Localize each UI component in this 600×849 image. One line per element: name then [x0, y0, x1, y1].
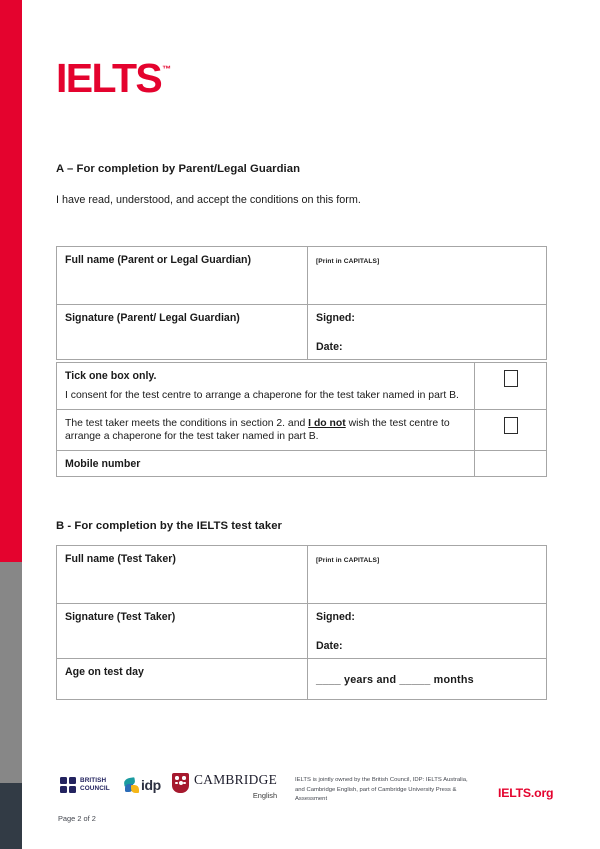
- taker-fullname-input-cell[interactable]: [308, 546, 547, 604]
- table-row: [57, 546, 547, 604]
- cambridge-shield-icon: [172, 773, 189, 793]
- trademark-icon: ™: [162, 63, 172, 74]
- consent-option-2-text-after: wish the test centre to arrange a chaperone for the test taker named in part B.: [65, 417, 450, 443]
- section-a-intro-text: I have read, understood, and accept the conditions on this form.: [56, 194, 361, 206]
- consent-options-table: [56, 362, 547, 477]
- british-council-dots-icon: [60, 777, 76, 793]
- guardian-signature-input-cell[interactable]: [308, 305, 547, 360]
- ownership-legal-text: IELTS is jointly owned by the British Council, IDP: IELTS Australia, and Cambridge English, part of Cambridge University Press & Assessment: [295, 777, 468, 803]
- consent-option-1-checkbox[interactable]: [504, 370, 518, 387]
- table-row: [57, 305, 547, 360]
- consent-option-2-emphasis: I do not: [308, 417, 346, 429]
- guardian-fullname-label-cell: [57, 247, 308, 305]
- table-row: [57, 247, 547, 305]
- table-row: [57, 604, 547, 659]
- guardian-fullname-label: Full name (Parent or Legal Guardian): [65, 254, 252, 266]
- consent-option-2-text-before: The test taker meets the conditions in section 2. and: [65, 417, 309, 429]
- taker-date-label: Date:: [316, 640, 343, 652]
- british-council-line-2: COUNCIL: [80, 785, 110, 792]
- taker-signature-input-cell[interactable]: [308, 604, 547, 659]
- tick-one-box-instruction: Tick one box only.: [65, 370, 157, 382]
- ielts-logo-wordmark: IELTS: [56, 55, 162, 101]
- table-row: [57, 409, 547, 450]
- taker-fullname-label: Full name (Test Taker): [65, 553, 176, 565]
- british-council-wordmark: [80, 777, 110, 792]
- table-row: [57, 659, 547, 700]
- age-on-test-day-label: Age on test day: [65, 666, 144, 678]
- consent-option-1-text-cell: [57, 363, 475, 410]
- british-council-line-1: BRITISH: [80, 777, 107, 785]
- cambridge-wordmark: CAMBRIDGE: [194, 772, 278, 787]
- consent-option-1-checkbox-cell[interactable]: [475, 363, 547, 410]
- mobile-number-input-cell[interactable]: [475, 451, 547, 477]
- guardian-details-table: [56, 246, 547, 360]
- idp-swoosh-icon: [124, 778, 139, 793]
- page-number-label: Page 2 of 2: [58, 814, 96, 823]
- edge-bar-dark-segment: [0, 783, 22, 849]
- guardian-date-label: Date:: [316, 341, 343, 353]
- idp-wordmark: idp: [141, 777, 161, 793]
- print-in-capitals-hint: [Print in CAPITALS]: [316, 557, 380, 564]
- british-council-logo: [60, 777, 110, 793]
- table-row: [57, 363, 547, 410]
- page-body: [22, 0, 600, 849]
- mobile-number-label: Mobile number: [65, 458, 141, 471]
- consent-option-2-text-cell: [57, 409, 475, 450]
- test-taker-details-table: [56, 545, 547, 700]
- guardian-fullname-input-cell[interactable]: [308, 247, 547, 305]
- consent-option-2-text: [65, 418, 450, 443]
- age-on-test-day-label-cell: [57, 659, 308, 700]
- ielts-logo: [56, 55, 172, 101]
- section-a-heading: A – For completion by Parent/Legal Guardian: [56, 163, 301, 175]
- taker-signed-label: Signed:: [316, 611, 355, 623]
- left-colour-bar: [0, 0, 22, 849]
- guardian-signature-label: Signature (Parent/ Legal Guardian): [65, 312, 240, 324]
- mobile-number-label-cell: [57, 451, 475, 477]
- taker-signature-label: Signature (Test Taker): [65, 611, 176, 623]
- guardian-signature-label-cell: [57, 305, 308, 360]
- idp-logo: [124, 777, 161, 793]
- table-row: [57, 451, 547, 477]
- section-b-heading: B - For completion by the IELTS test taker: [56, 520, 282, 532]
- cambridge-subtitle: English: [252, 791, 278, 801]
- ielts-website-link[interactable]: IELTS.org: [498, 786, 554, 800]
- consent-option-2-checkbox-cell[interactable]: [475, 409, 547, 450]
- taker-fullname-label-cell: [57, 546, 308, 604]
- age-on-test-day-answer: ____ years and _____ months: [316, 673, 474, 686]
- consent-option-2-checkbox[interactable]: [504, 417, 518, 434]
- print-in-capitals-hint: [Print in CAPITALS]: [316, 258, 380, 265]
- edge-bar-red-segment: [0, 0, 22, 562]
- edge-bar-grey-segment: [0, 562, 22, 783]
- cambridge-english-logo: [172, 773, 277, 800]
- guardian-signed-label: Signed:: [316, 312, 355, 324]
- age-on-test-day-input-cell[interactable]: [308, 659, 547, 700]
- taker-signature-label-cell: [57, 604, 308, 659]
- consent-option-1-text: I consent for the test centre to arrange a chaperone for the test taker named in part B.: [65, 390, 459, 401]
